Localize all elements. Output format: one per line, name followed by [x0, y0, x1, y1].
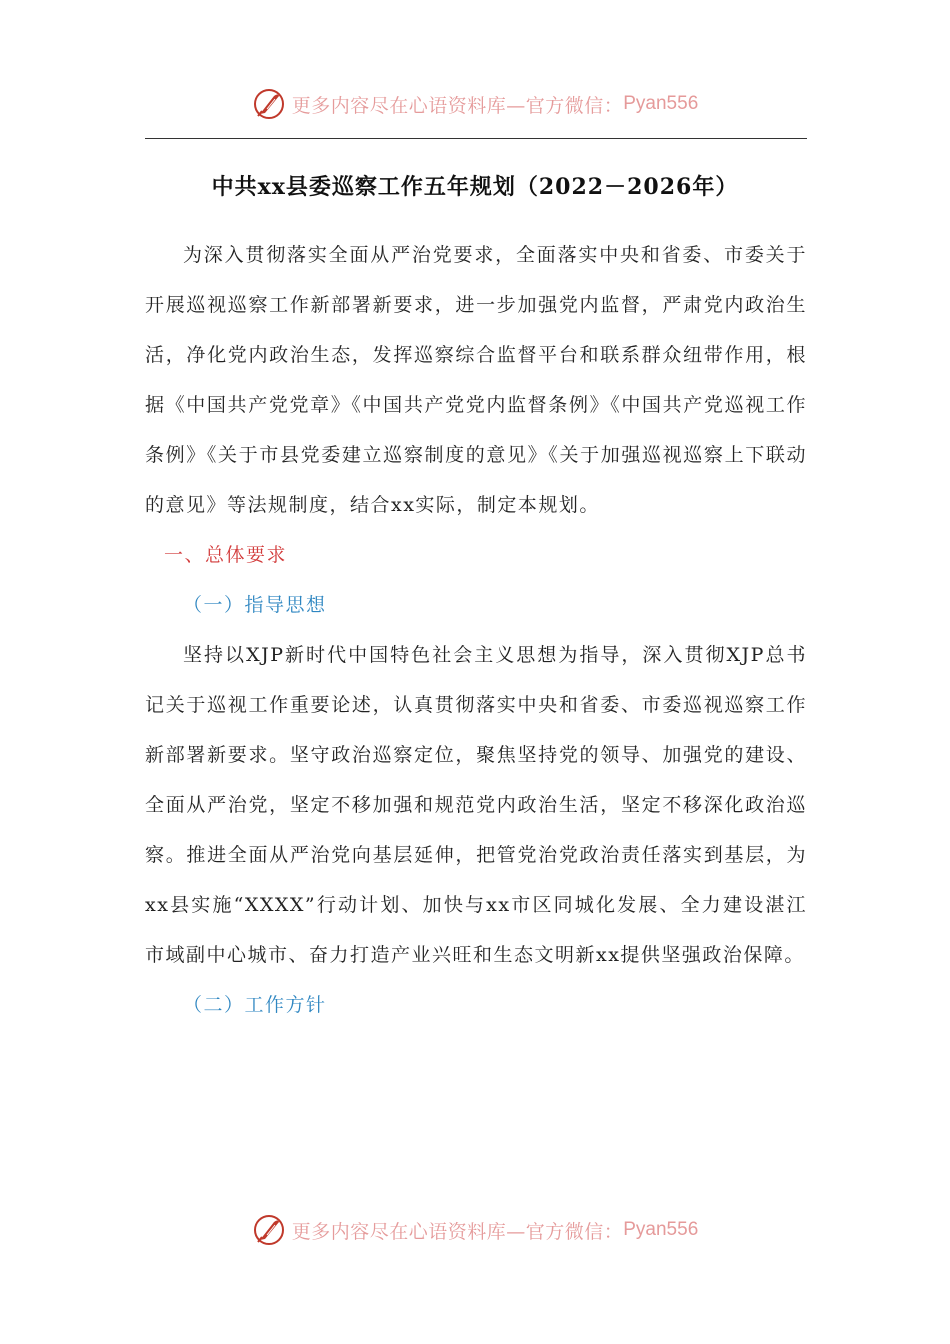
banner-text: 更多内容尽在心语资料库—官方微信：	[291, 94, 624, 117]
intro-paragraph: 为深入贯彻落实全面从严治党要求，全面落实中央和省委、市委关于开展巡视巡察工作新部署新要求，进一步加强党内监督，严肃党内政治生活，净化党内政治生态，发挥巡察综合监督平台和联系群众纽带作用，根据《中国共产党党章》《中国共产党党内监督条例》《中国共产党巡视工作条例》《关于市县党委建立巡察制度的意见》《关于加强巡视巡察上下联动的意见》等法规制度，结合xx实际，制定本规划。	[145, 244, 807, 516]
banner-text: 更多内容尽在心语资料库—官方微信：	[291, 1220, 624, 1243]
subsection-heading: （二）工作方针	[183, 994, 327, 1016]
document-title: 中共xx县委巡察工作五年规划（2022－2026年）	[211, 174, 739, 200]
banner-wechat-id: Pyan556	[623, 1219, 699, 1240]
quill-pen-icon	[252, 87, 286, 121]
quill-pen-icon	[252, 1213, 286, 1247]
banner-wechat-id: Pyan556	[623, 93, 699, 114]
header-banner	[0, 84, 950, 124]
section-heading: 一、总体要求	[164, 544, 288, 566]
subsection-heading: （一）指导思想	[183, 594, 327, 616]
document-body	[145, 230, 807, 1030]
guiding-thought-paragraph: 坚持以XJP新时代中国特色社会主义思想为指导，深入贯彻XJP总书记关于巡视工作重要论述，认真贯彻落实中央和省委、市委巡视巡察工作新部署新要求。坚守政治巡察定位，聚焦坚持党的领导、加强党的建设、全面从严治党，坚定不移加强和规范党内政治生活，坚定不移深化政治巡察。推进全面从严治党向基层延伸，把管党治党政治责任落实到基层，为xx县实施“XXXX”行动计划、加快与xx市区同城化发展、全力建设湛江市域副中心城市、奋力打造产业兴旺和生态文明新xx提供坚强政治保障。	[145, 644, 807, 966]
header-divider	[145, 138, 807, 139]
footer-banner	[0, 1210, 950, 1250]
